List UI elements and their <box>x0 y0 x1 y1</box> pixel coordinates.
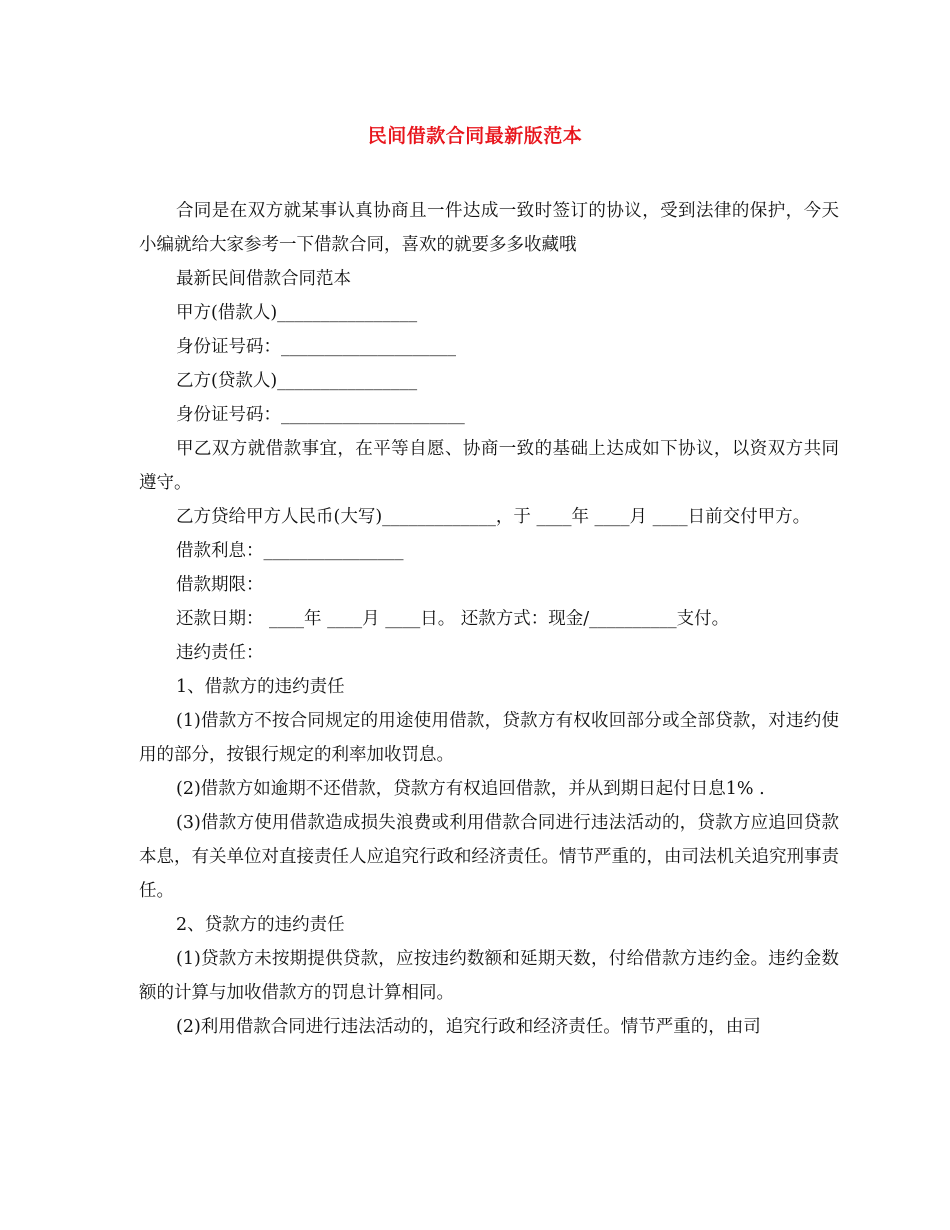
contract-heading: 最新民间借款合同范本 <box>176 269 351 289</box>
agreement-paragraph: 甲乙双方就借款事宜，在平等自愿、协商一致的基础上达成如下协议，以资双方共同遵守。 <box>139 439 839 493</box>
lender-liability-1: (1)贷款方未按期提供贷款，应按违约数额和延期天数，付给借款方违约金。违约金数额的计算与加收借款方的罚息计算相同。 <box>139 949 839 1003</box>
lender-liability-2: (2)利用借款合同进行违法活动的，追究行政和经济责任。情节严重的，由司 <box>176 1017 761 1037</box>
lender-line: 乙方(贷款人)________________ <box>176 371 418 391</box>
borrower-liability-1: (1)借款方不按合同规定的用途使用借款，贷款方有权收回部分或全部贷款，对违约使用的部分，按银行规定的利率加收罚息。 <box>139 711 839 765</box>
borrower-line: 甲方(借款人)________________ <box>176 303 418 323</box>
repayment-line: 还款日期： ____年 ____月 ____日。 还款方式：现金/__________支付。 <box>176 609 730 629</box>
intro-paragraph: 合同是在双方就某事认真协商且一件达成一致时签订的协议，受到法律的保护，今天小编就给大家参考一下借款合同，喜欢的就要多多收藏哦 <box>139 201 839 255</box>
term-line: 借款期限： <box>176 575 264 595</box>
borrower-id-line: 身份证号码：____________________ <box>176 337 456 357</box>
borrower-liability-2: (2)借款方如逾期不还借款，贷款方有权追回借款，并从到期日起付日息1% . <box>176 779 765 799</box>
loan-amount-paragraph: 乙方贷给甲方人民币(大写)_____________，于 ____年 ____月 ____日前交付甲方。 <box>176 507 811 527</box>
borrower-liability-3: (3)借款方使用借款造成损失浪费或利用借款合同进行违法活动的，贷款方应追回贷款本息，有关单位对直接责任人应追究行政和经济责任。情节严重的，由司法机关追究刑事责任。 <box>139 813 839 901</box>
document-title: 民间借款合同最新版范本 <box>367 125 583 147</box>
interest-line: 借款利息：________________ <box>176 541 404 561</box>
document-body <box>139 194 839 1044</box>
lender-liability-heading: 2、贷款方的违约责任 <box>176 915 345 935</box>
lender-id-line: 身份证号码：_____________________ <box>176 405 465 425</box>
borrower-liability-heading: 1、借款方的违约责任 <box>176 677 345 697</box>
liability-heading: 违约责任： <box>176 643 264 663</box>
